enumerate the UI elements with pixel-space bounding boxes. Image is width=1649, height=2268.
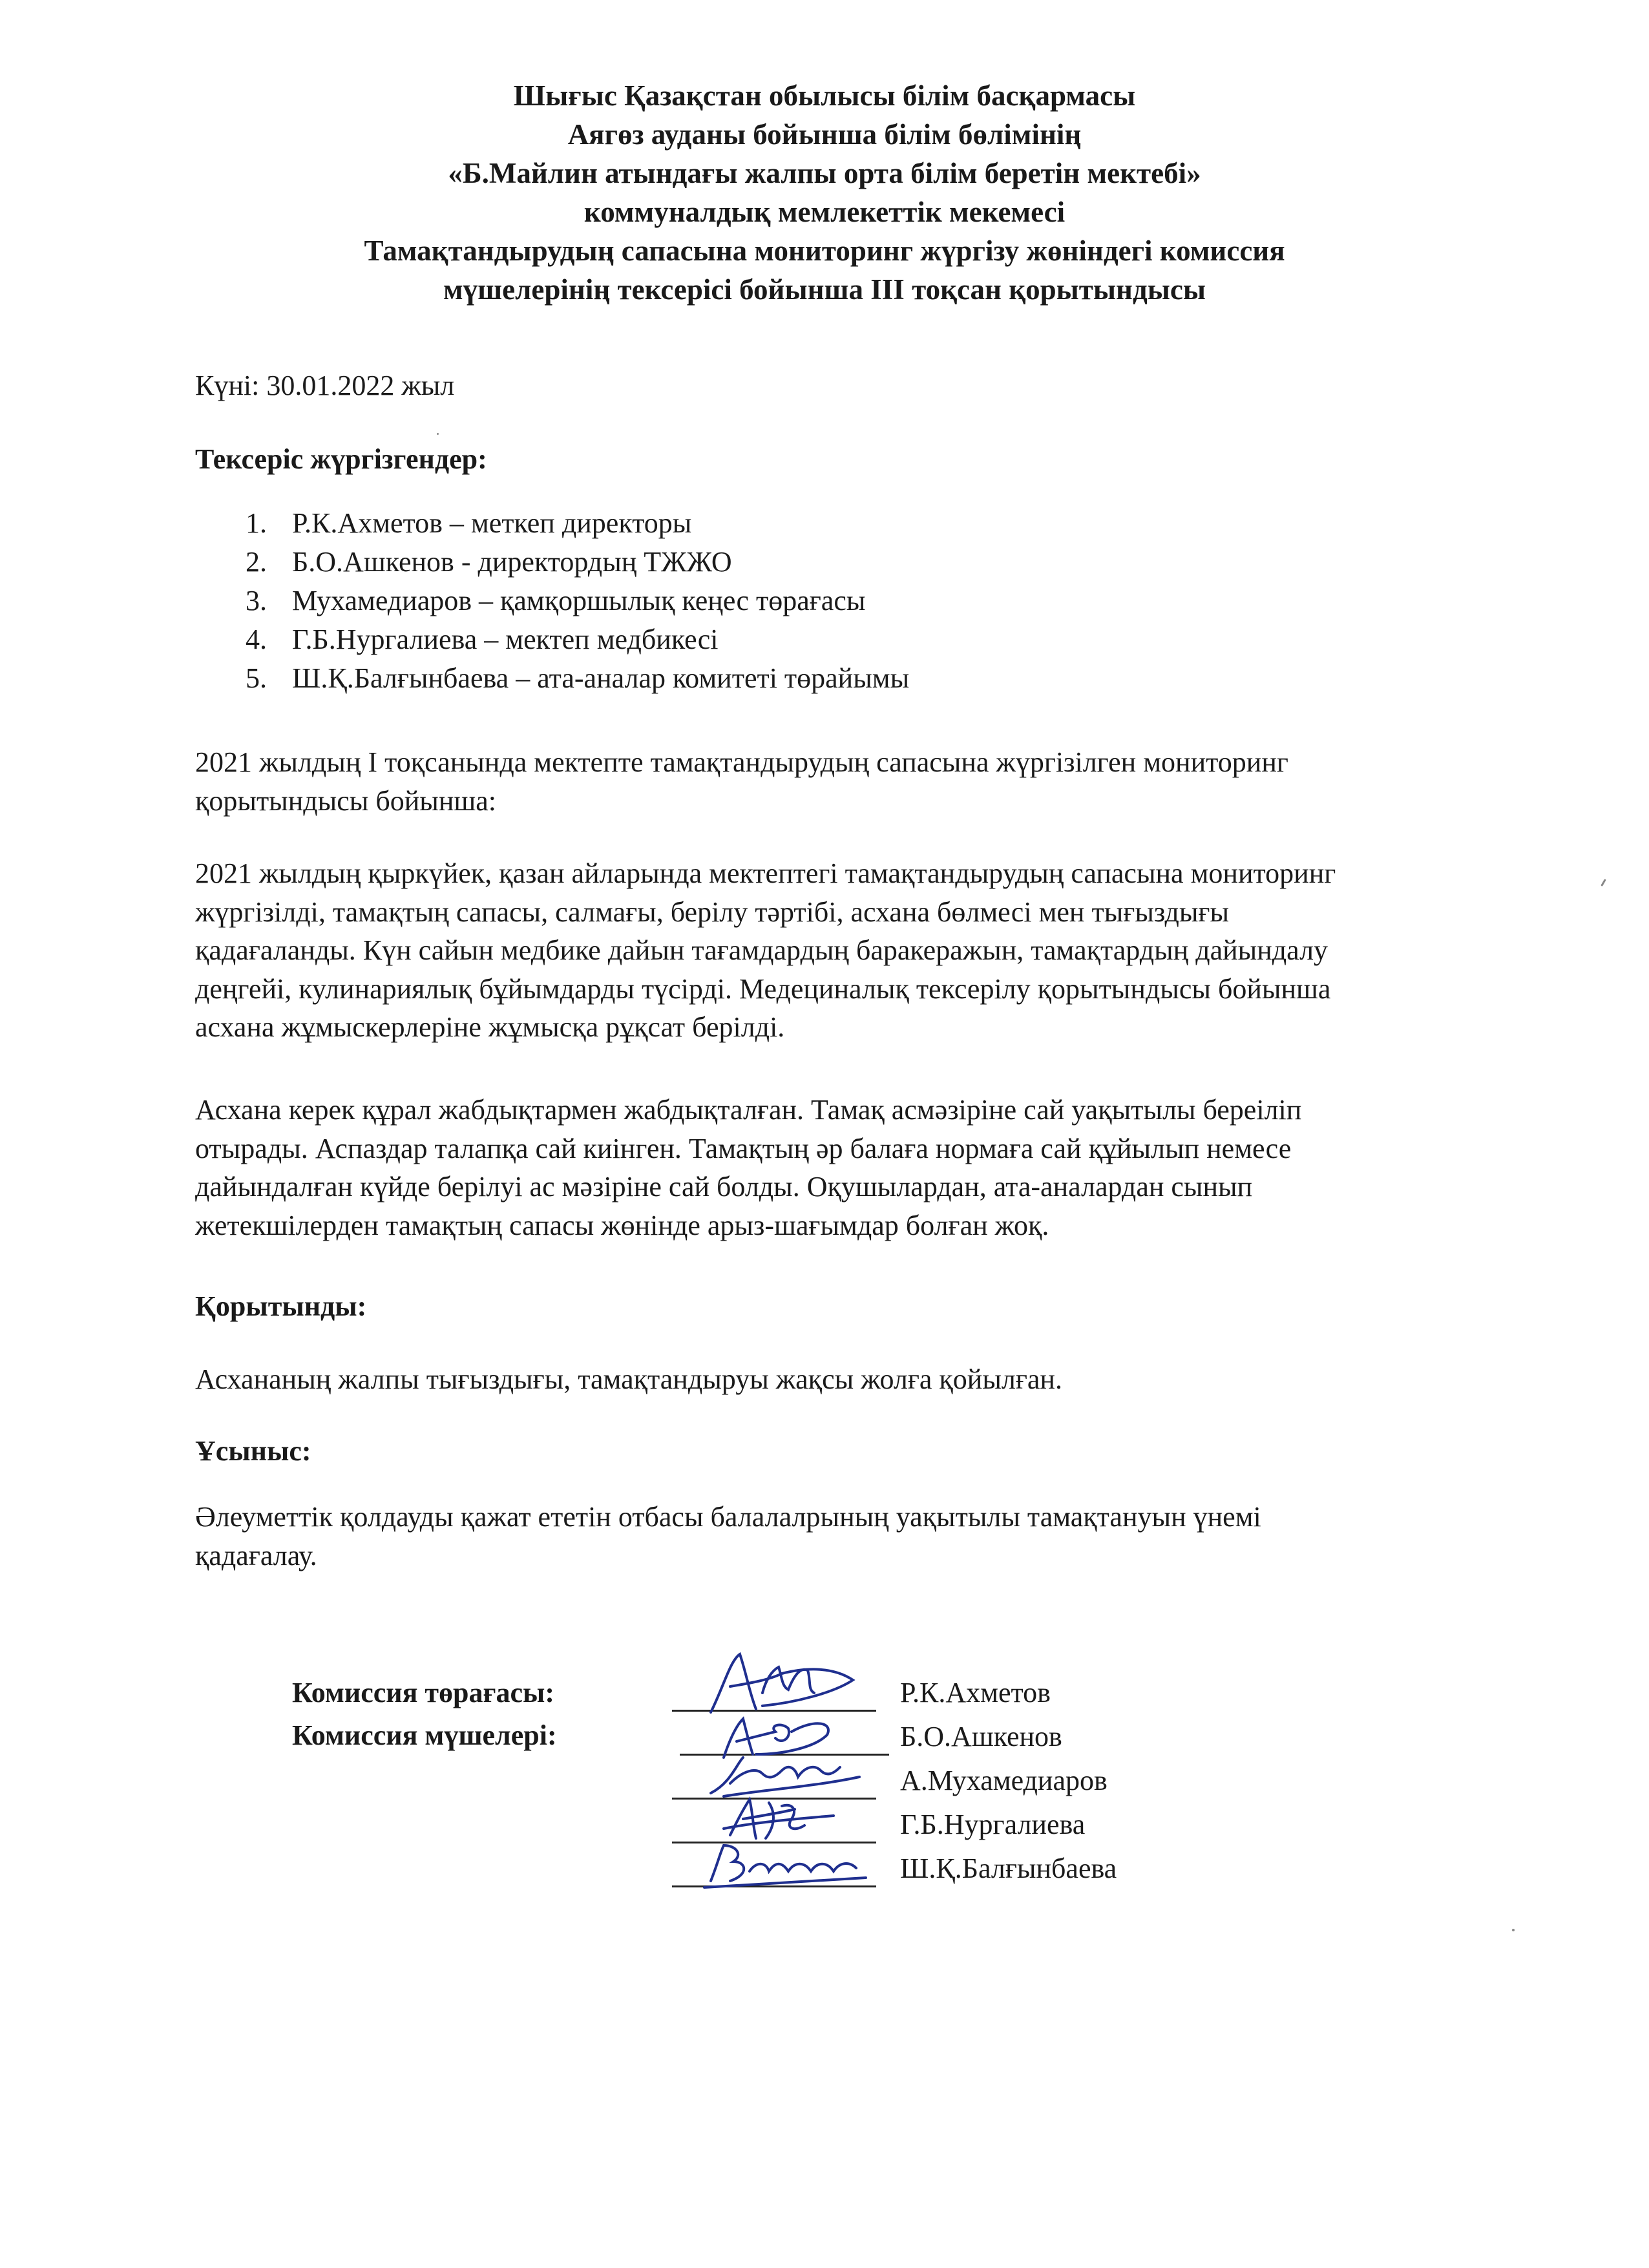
document-header <box>0 76 1649 309</box>
signatory-name: Ш.Қ.Балғынбаева <box>900 1853 1117 1884</box>
list-item <box>246 582 909 620</box>
members-label: Комиссия мүшелері: <box>292 1719 557 1751</box>
paragraph-line: деңгейі, кулинариялық бұйымдарды түсірді. Медециналық тексерілу қорытындысы бойынша <box>195 972 1331 1005</box>
scan-mark <box>1512 1929 1515 1931</box>
list-item-text: Б.О.Ашкенов - директордың ТЖЖО <box>292 546 732 578</box>
scan-mark <box>437 433 439 435</box>
list-item <box>246 659 909 698</box>
signatory-name: А.Мухамедиаров <box>900 1765 1108 1796</box>
date-line: Күні: 30.01.2022 жыл <box>195 370 455 401</box>
header-line-3: «Б.Майлин атындағы жалпы орта білім беретін мектебі» <box>448 157 1201 189</box>
header-line-6: мүшелерінің тексерісі бойынша ІІІ тоқсан қорытындысы <box>443 273 1206 306</box>
paragraph-line: дайындалған күйде берілуі ас мәзіріне сай болды. Оқушылардан, ата-аналардан сынып <box>195 1171 1253 1203</box>
inspectors-heading: Тексеріс жүргізгендер: <box>195 443 487 475</box>
paragraph-line: Асхананың жалпы тығыздығы, тамақтандыруы жақсы жолға қойылған. <box>195 1363 1062 1395</box>
paragraph-line: Әлеуметтік қолдауды қажат ететін отбасы балалалрының уақытылы тамақтануын үнемі <box>195 1501 1261 1533</box>
list-item-number: 4. <box>246 624 267 655</box>
paragraph-monitoring <box>195 854 1500 1047</box>
header-line-5: Тамақтандырудың сапасына мониторинг жүргізу жөніндегі комиссия <box>364 235 1285 267</box>
paragraph-canteen <box>195 1091 1500 1244</box>
paragraph-line: Асхана керек құрал жабдықтармен жабдықталған. Тамақ асмәзіріне сай уақытылы береіліп <box>195 1094 1302 1126</box>
list-item-number: 2. <box>246 546 267 578</box>
signatory-name: Г.Б.Нургалиева <box>900 1809 1086 1840</box>
list-item-number: 5. <box>246 662 267 694</box>
proposal-heading: Ұсыныс: <box>195 1435 311 1467</box>
header-line-2: Аягөз ауданы бойынша білім бөлімінің <box>567 118 1082 151</box>
paragraph-line: жетекшілерден тамақтың сапасы жөнінде арыз-шағымдар болған жоқ. <box>195 1209 1049 1241</box>
signatory-name: Б.О.Ашкенов <box>900 1721 1062 1752</box>
header-line-1: Шығыс Қазақстан обылысы білім басқармасы <box>513 79 1136 112</box>
scan-mark <box>1601 879 1606 887</box>
paragraph-line: қорытындысы бойынша: <box>195 784 496 817</box>
list-item <box>246 504 909 543</box>
signature-block <box>0 1661 1649 1919</box>
paragraph-line: 2021 жылдың І тоқсанында мектепте тамақтандырудың сапасына жүргізілген мониторинг <box>195 746 1288 778</box>
list-item-number: 3. <box>246 585 267 616</box>
list-item-number: 1. <box>246 507 267 539</box>
inspectors-list <box>246 504 909 698</box>
list-item-text: Г.Б.Нургалиева – мектеп медбикесі <box>292 624 719 655</box>
paragraph-intro <box>195 743 1500 820</box>
conclusion-heading: Қорытынды: <box>195 1290 367 1322</box>
paragraph-line: асхана жұмыскерлеріне жұмысқа рұқсат берілді. <box>195 1011 785 1044</box>
list-item-text: Мухамедиаров – қамқоршылық кеңес төрағасы <box>292 585 866 616</box>
paragraph-line: қадағаланды. Күн сайын медбике дайын тағамдардың баракеражын, тамақтардың дайындалу <box>195 934 1329 967</box>
header-line-4: коммуналдық мемлекеттік мекемесі <box>583 196 1066 228</box>
list-item-text: Р.К.Ахметов – меткеп директоры <box>292 507 692 539</box>
conclusion-text <box>195 1360 1500 1399</box>
paragraph-line: қадағалау. <box>195 1539 317 1571</box>
list-item <box>246 620 909 659</box>
paragraph-line: отырады. Аспаздар талапқа сай киінген. Тамақтың әр балаға нормаға сай құйылып немесе <box>195 1132 1292 1164</box>
proposal-text <box>195 1498 1500 1575</box>
paragraph-line: жүргізілді, тамақтың сапасы, салмағы, берілу тәртібі, асхана бөлмесі мен тығыздығы <box>195 896 1230 928</box>
list-item-text: Ш.Қ.Балғынбаева – ата-аналар комитеті төрайымы <box>292 662 910 694</box>
chair-label: Комиссия төрағасы: <box>292 1677 555 1708</box>
signature-balgynbaeva <box>685 1826 872 1897</box>
paragraph-line: 2021 жылдың қыркүйек, қазан айларында мектептегі тамақтандырудың сапасына мониторинг <box>195 857 1336 889</box>
signatory-name: Р.К.Ахметов <box>900 1677 1051 1708</box>
list-item <box>246 543 909 582</box>
